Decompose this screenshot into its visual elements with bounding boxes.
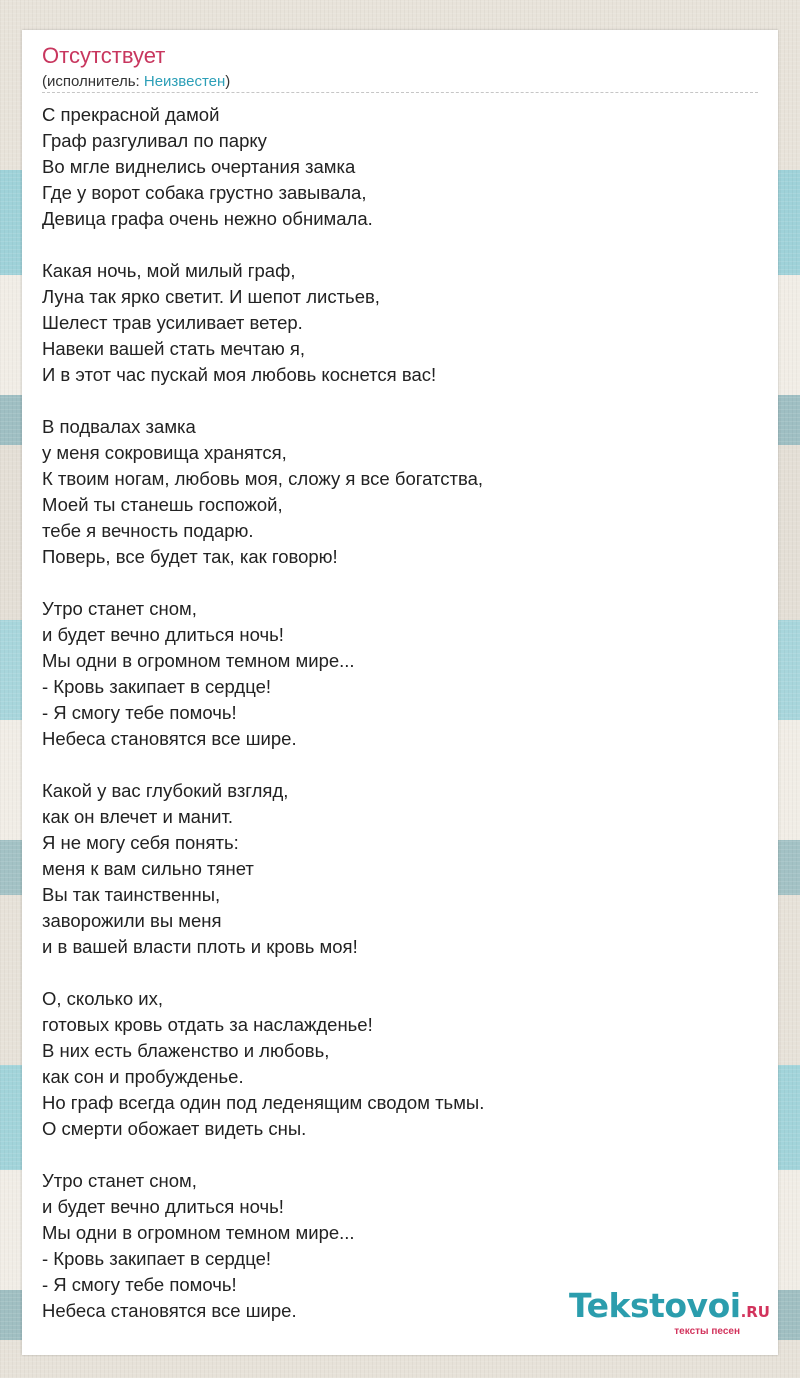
logo-wordmark bbox=[569, 1288, 770, 1330]
logo-tld: .RU bbox=[740, 1303, 770, 1321]
dashed-divider bbox=[42, 92, 758, 93]
artist-suffix: ) bbox=[225, 73, 231, 90]
logo-name: Tekstovoi bbox=[569, 1286, 741, 1325]
artist-line bbox=[42, 73, 230, 90]
logo-tagline: тексты песен bbox=[674, 1326, 740, 1337]
artist-prefix: (исполнитель: bbox=[42, 73, 144, 90]
artist-link[interactable]: Неизвестен bbox=[143, 73, 226, 90]
lyrics-text: С прекрасной дамой Граф разгуливал по парку Во мгле виднелись очертания замка Где у ворот собака грустно завывала, Девица графа очень нежно обнимала. Какая ночь, мой милый граф, Луна так ярко светит. И шепот листьев, Шелест трав усиливает ветер. Навеки вашей стать мечтаю я, И в этот час пускай моя любовь коснется вас! В подвалах замка у меня сокровища хранятся, К твоим ногам, любовь моя, сложу я все богатства, Моей ты станешь госпожой, тебе я вечность подарю. Поверь, все будет так, как говорю! Утро станет сном, и будет вечно длиться ночь! Мы одни в огромном темном мире... - Кровь закипает в сердце! - Я смогу тебе помочь! Небеса становятся все шире. Какой у вас глубокий взгляд, как он влечет и манит. Я не могу себя понять: меня к вам сильно тянет Вы так таинственны, заворожили вы меня и в вашей власти плоть и кровь моя! О, сколько их, готовых кровь отдать за наслажденье! В них есть блаженство и любовь, как сон и пробужденье. Но граф всегда один под леденящим сводом тьмы. О смерти обожает видеть сны. Утро станет сном, и будет вечно длиться ночь! Мы одни в огромном темном мире... - Кровь закипает в сердце! - Я смогу тебе помочь! Небеса становятся все шире. bbox=[42, 104, 485, 1321]
site-logo[interactable] bbox=[569, 1288, 770, 1337]
lyrics-card bbox=[22, 30, 778, 1355]
song-title: Отсутствует bbox=[42, 43, 166, 68]
